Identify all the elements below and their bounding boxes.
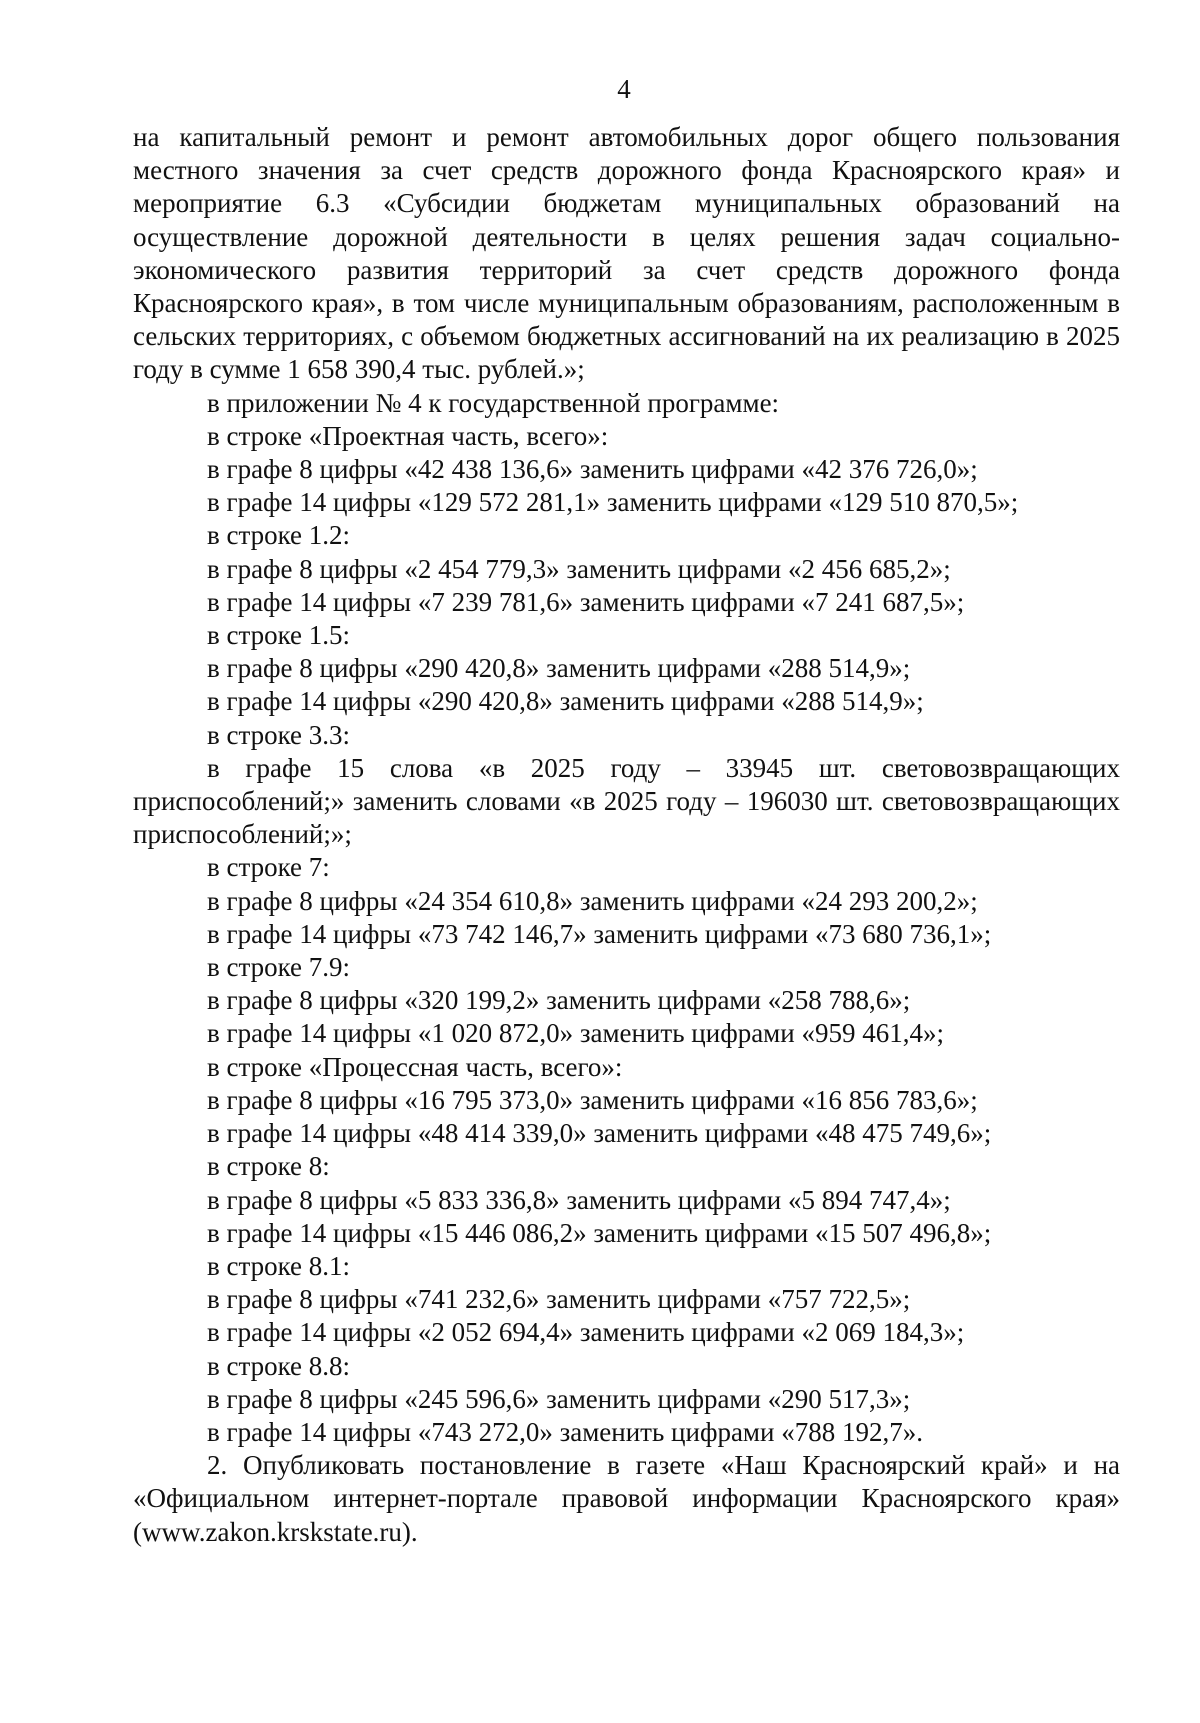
line-row-8-8: в строке 8.8: (207, 1350, 351, 1381)
line-project-part-row: в строке «Проектная часть, всего»: (207, 420, 609, 451)
line-project-part-col8: в графе 8 цифры «42 438 136,6» заменить цифрами «42 376 726,0»; (207, 454, 978, 485)
line-row-1-5-col14: в графе 14 цифры «290 420,8» заменить цифрами «288 514,9»; (207, 686, 924, 717)
line-row-7-col8: в графе 8 цифры «24 354 610,8» заменить цифрами «24 293 200,2»; (207, 885, 978, 916)
line-process-part-row: в строке «Процессная часть, всего»: (207, 1051, 623, 1082)
line-row-8-8-col8: в графе 8 цифры «245 596,6» заменить цифрами «290 517,3»; (207, 1383, 911, 1414)
line-row-8-1-col14: в графе 14 цифры «2 052 694,4» заменить цифрами «2 069 184,3»; (207, 1317, 965, 1348)
paragraph-row-3-3-col15: в графе 15 слова «в 2025 году – 33945 шт. световозвращающих приспособлений;» заменить словами «в 2025 году – 196030 шт. световозвращающих приспособлений;»; (133, 752, 1120, 850)
line-row-8-1: в строке 8.1: (207, 1250, 351, 1281)
line-row-7-col14: в графе 14 цифры «73 742 146,7» заменить цифрами «73 680 736,1»; (207, 918, 992, 949)
line-row-1-2-col8: в графе 8 цифры «2 454 779,3» заменить цифрами «2 456 685,2»; (207, 553, 951, 584)
line-appendix-4: в приложении № 4 к государственной программе: (207, 387, 780, 418)
line-row-1-2-col14: в графе 14 цифры «7 239 781,6» заменить цифрами «7 241 687,5»; (207, 586, 965, 617)
line-row-7-9-col8: в графе 8 цифры «320 199,2» заменить цифрами «258 788,6»; (207, 985, 911, 1016)
line-project-part-col14: в графе 14 цифры «129 572 281,1» заменить цифрами «129 510 870,5»; (207, 487, 1019, 518)
line-row-8-col8: в графе 8 цифры «5 833 336,8» заменить цифрами «5 894 747,4»; (207, 1184, 951, 1215)
line-row-8: в строке 8: (207, 1151, 330, 1182)
paragraph-subsidy-description: на капитальный ремонт и ремонт автомобильных дорог общего пользования местного значения за счет средств дорожного фонда Красноярского края» и мероприятие 6.3 «Субсидии бюджетам муниципальных образований на осуществление дорожной деятельности в целях решения задач социально-экономического развития территорий за счет средств дорожного фонда Красноярского края», в том числе муниципальным образованиям, расположенным в сельских территориях, с объемом бюджетных ассигнований на их реализацию в 2025 году в сумме 1 658 390,4 тыс. рублей.»; (133, 122, 1120, 385)
line-process-part-col8: в графе 8 цифры «16 795 373,0» заменить цифрами «16 856 783,6»; (207, 1084, 978, 1115)
line-row-8-1-col8: в графе 8 цифры «741 232,6» заменить цифрами «757 722,5»; (207, 1284, 911, 1315)
line-process-part-col14: в графе 14 цифры «48 414 339,0» заменить цифрами «48 475 749,6»; (207, 1118, 992, 1149)
page-number: 4 (617, 74, 631, 104)
document-body (133, 121, 1120, 1549)
line-row-7-9: в строке 7.9: (207, 952, 351, 983)
line-row-1-5-col8: в графе 8 цифры «290 420,8» заменить цифрами «288 514,9»; (207, 653, 911, 684)
line-row-7: в строке 7: (207, 852, 330, 883)
line-row-1-5: в строке 1.5: (207, 620, 351, 651)
line-row-3-3: в строке 3.3: (207, 719, 351, 750)
line-row-7-9-col14: в графе 14 цифры «1 020 872,0» заменить цифрами «959 461,4»; (207, 1018, 944, 1049)
paragraph-publication: 2. Опубликовать постановление в газете «Наш Красноярский край» и на «Официальном интернет-портале правовой информации Красноярского края» (www.zakon.krskstate.ru). (133, 1450, 1120, 1547)
line-row-8-col14: в графе 14 цифры «15 446 086,2» заменить цифрами «15 507 496,8»; (207, 1217, 992, 1248)
line-row-1-2: в строке 1.2: (207, 520, 351, 551)
line-row-8-8-col14: в графе 14 цифры «743 272,0» заменить цифрами «788 192,7». (207, 1416, 923, 1447)
